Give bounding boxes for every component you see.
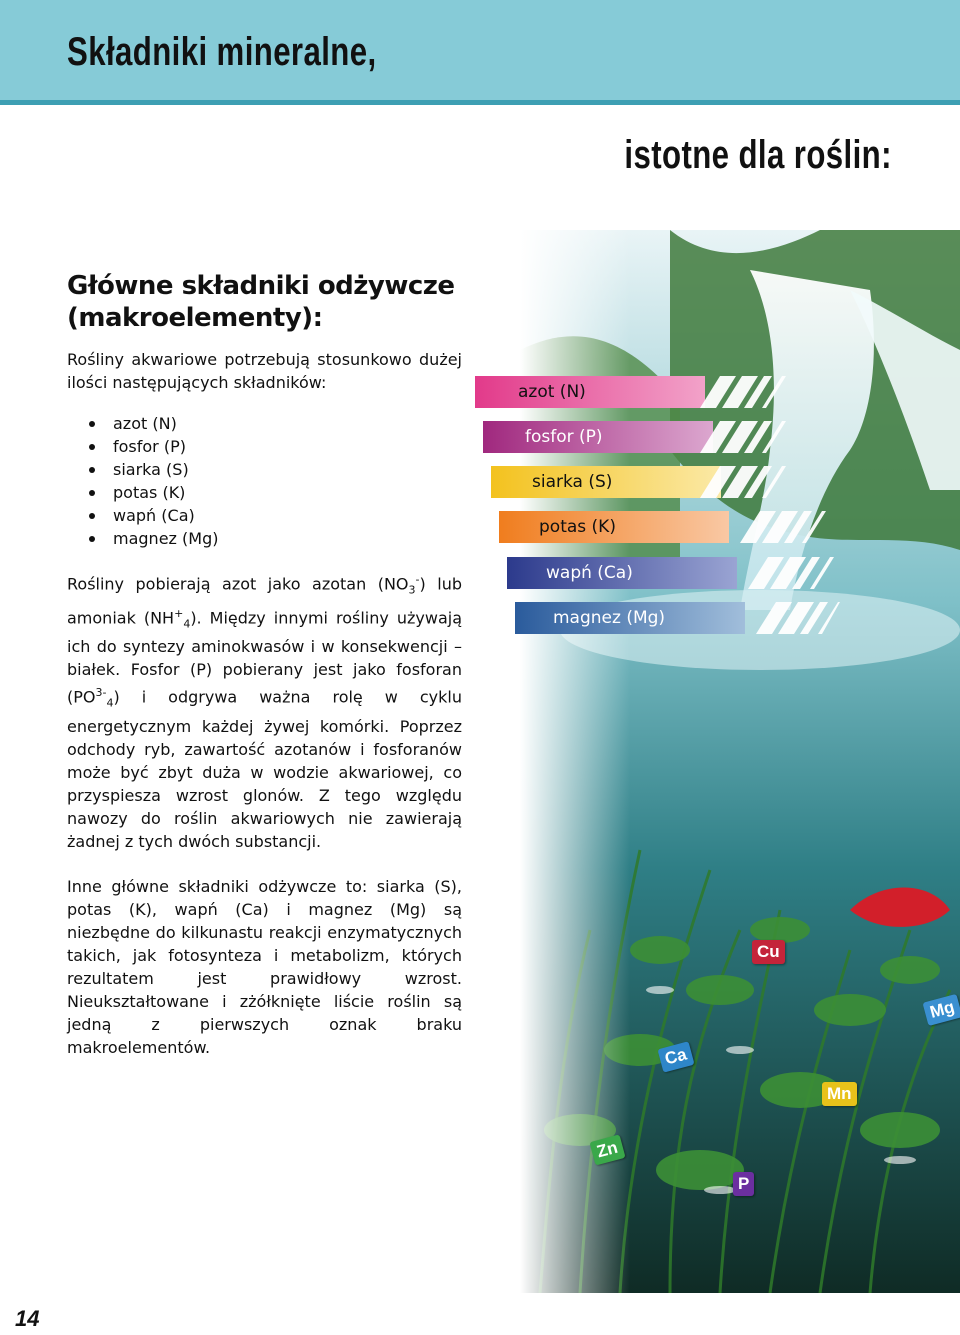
band-phosphorus (483, 421, 713, 453)
band-label: magnez (Mg) (553, 608, 666, 628)
band-nitrogen (475, 376, 705, 408)
chip-zn: Zn (589, 1134, 625, 1165)
chip-ca: Ca (657, 1041, 694, 1072)
chip-p: P (733, 1172, 754, 1196)
list-item: fosfor (P) (89, 435, 462, 458)
chip-mn: Mn (822, 1082, 857, 1106)
text-run: ). Między innymi rośliny używają ich do syntezy aminokwasów i w konsekwencji – białek. Fosfor (P) pobierany jest jako fosforan (PO (67, 607, 463, 707)
list-item: azot (N) (89, 412, 462, 435)
chip-mg: Mg (922, 994, 960, 1026)
band-label: fosfor (P) (525, 427, 603, 447)
band-label: siarka (S) (532, 472, 613, 492)
page-number: 14 (15, 1306, 40, 1331)
text-run: Rośliny pobierają azot jako azotan (NO (67, 574, 409, 594)
band-stripes (700, 376, 840, 636)
superscript: + (174, 606, 184, 620)
band-label: azot (N) (518, 382, 586, 402)
list-item: potas (K) (89, 481, 462, 504)
superscript: - (415, 573, 420, 586)
article-column (67, 270, 462, 1059)
band-sulfur (491, 466, 721, 498)
list-item: siarka (S) (89, 458, 462, 481)
other-nutrients-paragraph: Inne główne składniki odżywcze to: siarka (S), potas (K), wapń (Ca) i magnez (Mg) są niezbędne do kilkunastu reakcji enzymatycznych takich, jak fotosynteza i metabolizm, których rezultatem jest prawidłowy wzrost. Nieukształtowane i zżółknięte liście roślin są jedną z pierwszych oznak braku makroelementów. (67, 876, 462, 1057)
section-heading: Główne składniki odżywcze (makroelementy): (67, 271, 455, 333)
subscript: 3 (408, 583, 416, 597)
list-item: wapń (Ca) (89, 504, 462, 527)
text-run: ) lub amoniak (NH (67, 574, 462, 627)
macroelement-list (89, 412, 462, 550)
subscript: 4 (183, 617, 191, 631)
page-title-line1: Składniki mineralne, (67, 30, 377, 74)
superscript: 3- (95, 686, 107, 700)
chip-cu: Cu (752, 940, 785, 964)
page-title-line2: istotne dla roślin: (624, 133, 892, 177)
text-run: ) i odgrywa ważna rolę w cyklu energetycznym każdej żywej komórki. Poprzez odchody ryb, zawartość azotanów i fosforanów może być zbyt duża w wodzie akwariowej, co przyspiesza wzrost glonów. Z tego względu nawozy do roślin akwariowych nie zawierają żadnej z tych dwóch substancji. (67, 687, 462, 851)
list-item: magnez (Mg) (89, 527, 462, 550)
band-potassium (499, 511, 729, 543)
band-label: potas (K) (539, 517, 616, 537)
subscript: 4 (106, 696, 114, 710)
band-label: wapń (Ca) (546, 563, 633, 583)
intro-paragraph: Rośliny akwariowe potrzebują stosunkowo dużej ilości następujących składników: (67, 350, 462, 392)
nitrogen-phosphorus-paragraph (67, 568, 462, 853)
